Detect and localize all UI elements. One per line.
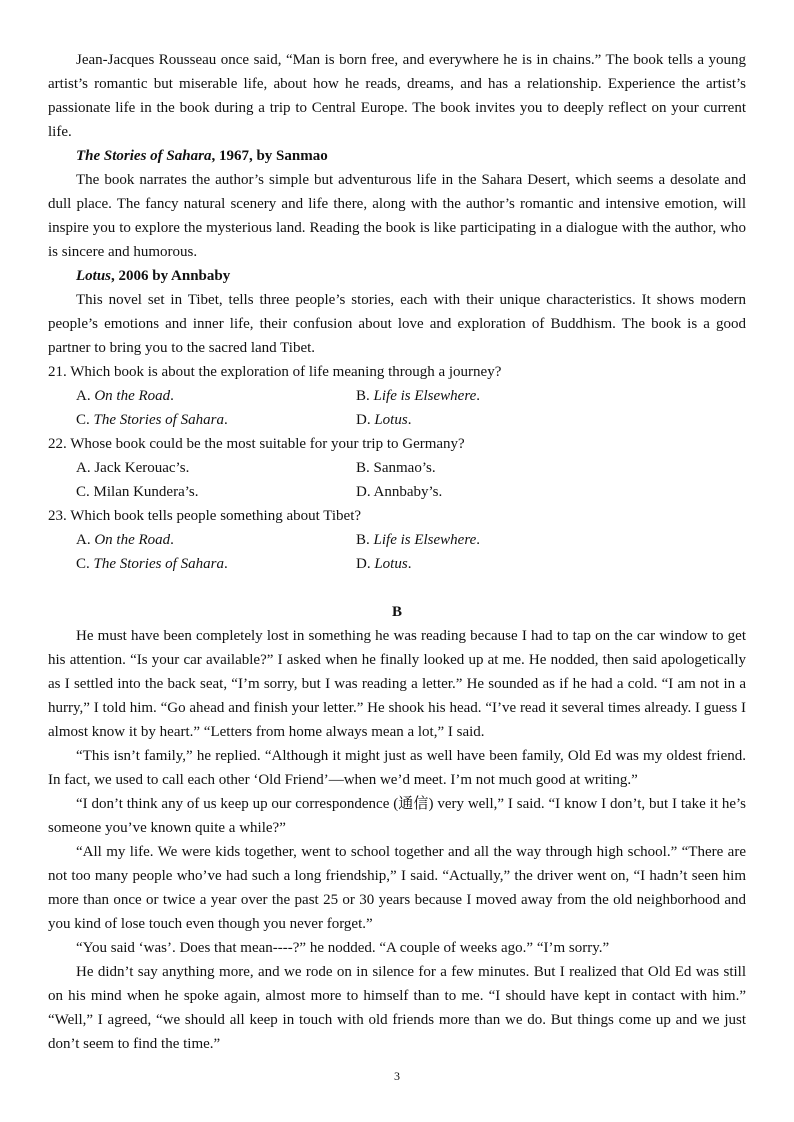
passage-a-intro: Jean-Jacques Rousseau once said, “Man is born free, and everywhere he is in chains.” The book tells a young artist’s romantic but miserable life, about how he reads, dreams, and has a relationship. Experience the artist’s passionate life in the book during a trip to Central Europe. The book invites you to deeply reflect on your current life. xyxy=(48,52,746,140)
question-23 xyxy=(48,504,746,576)
option-a[interactable]: A. On the Road. xyxy=(76,388,174,404)
option-b[interactable]: B. Life is Elsewhere. xyxy=(356,532,481,548)
option-d[interactable]: D. Lotus. xyxy=(356,412,412,428)
book-heading-lotus: Lotus, 2006 by Annbaby xyxy=(76,268,231,284)
passage-b-paragraph: He didn’t say anything more, and we rode on in silence for a few minutes. But I realized that Old Ed was still on his mind when he spoke again, almost more to himself than to me. “I should have kept in contact with him.” “Well,” I agreed, “we should all keep in touch with old friends more than we do. But things come up and we just don’t seem to find the time.” xyxy=(48,964,746,1052)
question-21 xyxy=(48,360,746,432)
book-title: Lotus xyxy=(76,268,112,284)
passage-b-paragraph: “I don’t think any of us keep up our correspondence (通信) very well,” I said. “I know I don’t, but I take it he’s someone you’ve known quite a while?” xyxy=(48,796,746,836)
question-22 xyxy=(48,432,746,504)
section-heading: B xyxy=(391,604,402,620)
passage-b-paragraph: “You said ‘was’. Does that mean----?” he nodded. “A couple of weeks ago.” “I’m sorry.” xyxy=(76,940,610,956)
book-title: The Stories of Sahara xyxy=(76,148,212,164)
option-a[interactable]: A. Jack Kerouac’s. xyxy=(76,460,190,476)
option-b[interactable]: B. Life is Elsewhere. xyxy=(356,388,481,404)
option-a[interactable]: A. On the Road. xyxy=(76,532,174,548)
question-stem: 21. Which book is about the exploration of life meaning through a journey? xyxy=(48,364,502,380)
option-d[interactable]: D. Lotus. xyxy=(356,556,412,572)
question-stem: 23. Which book tells people something about Tibet? xyxy=(48,508,362,524)
passage-b-paragraph: “This isn’t family,” he replied. “Although it might just as well have been family, Old Ed was my oldest friend. In fact, we used to call each other ‘Old Friend’—when we’d meet. I’m not much good at writing.” xyxy=(48,748,746,788)
option-c[interactable]: C. Milan Kundera’s. xyxy=(76,484,199,500)
passage-b-paragraph: He must have been completely lost in something he was reading because I had to tap on the car window to get his attention. “Is your car available?” I asked when he finally looked up at me. He nodded, then said apologetically as I settled into the back seat, “I’m sorry, but I was reading a letter.” He sounded as if he had a cold. “I am not in a hurry,” I told him. “Go ahead and finish your letter.” He shook his head. “I’ve read it several times already. I guess I almost know it by heart.” “Letters from home always mean a lot,” I said. xyxy=(48,628,746,740)
option-c[interactable]: C. The Stories of Sahara. xyxy=(76,412,228,428)
page-number: 3 xyxy=(394,1069,400,1083)
book-description-lotus: This novel set in Tibet, tells three people’s stories, each with their unique characteristics. It shows modern people’s emotions and inner life, their confusion about love and exploration of Buddhism. The book is a good partner to bring you to the sacred land Tibet. xyxy=(48,292,746,356)
passage-b-paragraph: “All my life. We were kids together, went to school together and all the way through high school.” “There are not too many people who’ve had such a long friendship,” I said. “Actually,” the driver went on, “I hadn’t seen him more than once or twice a year over the past 25 or 30 years because I moved away from the old neighborhood and you kind of lose touch even though you never forget.” xyxy=(48,844,746,932)
question-stem: 22. Whose book could be the most suitable for your trip to Germany? xyxy=(48,436,465,452)
option-d[interactable]: D. Annbaby’s. xyxy=(356,484,443,500)
book-heading-sahara: The Stories of Sahara, 1967, by Sanmao xyxy=(76,148,328,164)
option-b[interactable]: B. Sanmao’s. xyxy=(356,460,436,476)
option-c[interactable]: C. The Stories of Sahara. xyxy=(76,556,228,572)
exam-page xyxy=(48,48,746,1056)
book-description-sahara: The book narrates the author’s simple but adventurous life in the Sahara Desert, which seems a desolate and dull place. The fancy natural scenery and life there, along with the author’s romantic and intensive emotion, will inspire you to explore the mysterious land. Reading the book is like participating in a dialogue with the author, who is sincere and humorous. xyxy=(48,172,746,260)
